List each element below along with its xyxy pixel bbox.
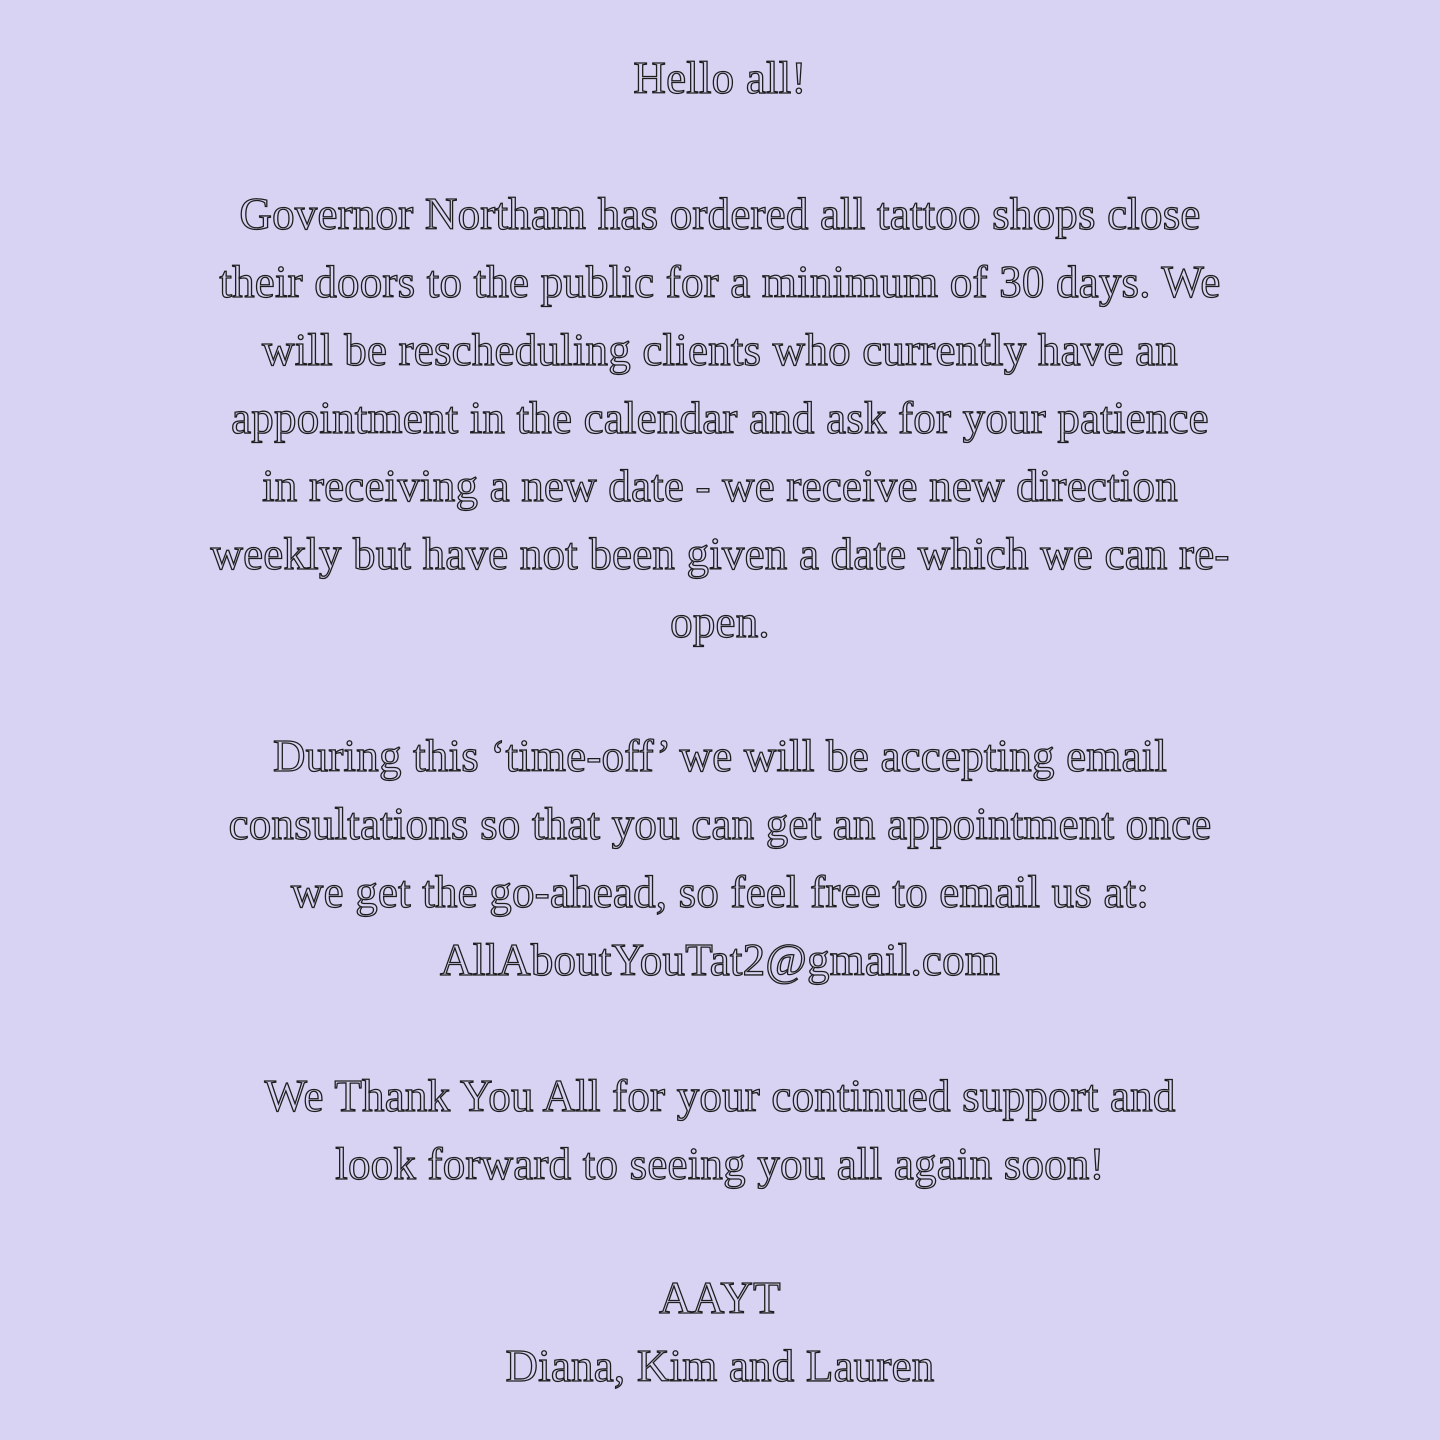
paragraph1-line-3: will be rescheduling clients who currently have an xyxy=(262,325,1178,375)
signature-names: Diana, Kim and Lauren xyxy=(505,1341,935,1391)
paragraph1-line-5: in receiving a new date - we receive new direction xyxy=(262,461,1178,511)
paragraph2-line-2: consultations so that you can get an appointment once xyxy=(228,799,1212,849)
paragraph1-line-2: their doors to the public for a minimum of 30 days. We xyxy=(219,257,1221,307)
signature-brand: AAYT xyxy=(659,1273,781,1323)
paragraph2-line-1: During this ‘time-off’ we will be accepting email xyxy=(272,731,1168,781)
greeting-text: Hello all! xyxy=(633,53,807,103)
paragraph3-line-2: look forward to seeing you all again soon! xyxy=(335,1139,1105,1189)
paragraph3-line-1: We Thank You All for your continued support and xyxy=(264,1071,1176,1121)
paragraph1-line-6: weekly but have not been given a date which we can re- xyxy=(210,529,1230,579)
paragraph1-line-4: appointment in the calendar and ask for your patience xyxy=(231,393,1209,443)
email-address[interactable]: AllAboutYouTat2@gmail.com xyxy=(440,935,1000,985)
paragraph1-line-7: open. xyxy=(670,597,770,647)
paragraph2-line-3: we get the go-ahead, so feel free to email us at: xyxy=(290,867,1150,917)
paragraph1-line-1: Governor Northam has ordered all tattoo shops close xyxy=(239,189,1201,239)
